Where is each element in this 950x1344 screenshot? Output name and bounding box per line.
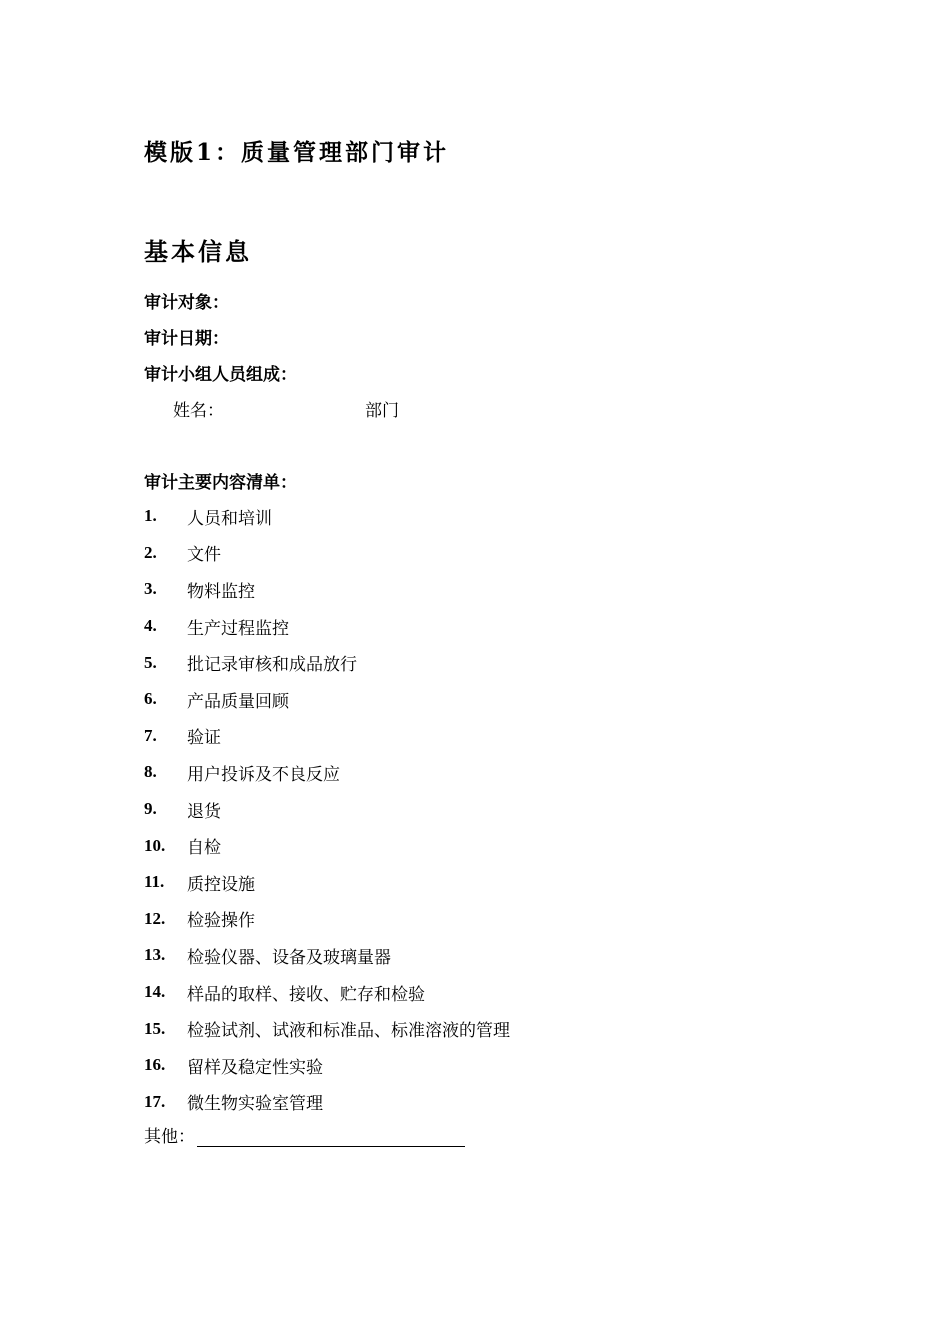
checklist-heading: 审计主要内容清单： — [144, 473, 297, 493]
checklist-item-number: 10. — [144, 835, 166, 855]
checklist-item — [144, 608, 510, 645]
checklist-item-text: 物料监控 — [187, 581, 255, 602]
team-department-label: 部门 — [365, 401, 399, 421]
other-line — [144, 1122, 465, 1147]
checklist-item — [144, 901, 510, 938]
other-label: 其他： — [144, 1127, 195, 1147]
checklist-item-number: 2. — [144, 542, 157, 562]
checklist-item-number: 8. — [144, 762, 157, 782]
checklist-item-number: 11. — [144, 872, 165, 892]
checklist-item-text: 批记录审核和成品放行 — [187, 655, 357, 676]
checklist-item — [144, 681, 510, 718]
checklist-item-text: 样品的取样、接收、贮存和检验 — [187, 984, 425, 1005]
checklist-item — [144, 974, 510, 1011]
other-blank-line — [197, 1127, 465, 1147]
checklist-item-number: 3. — [144, 579, 157, 599]
checklist-item-number: 7. — [144, 725, 157, 745]
checklist-item-number: 14. — [144, 982, 166, 1002]
checklist-item — [144, 1084, 510, 1121]
checklist-item-number: 6. — [144, 689, 157, 709]
checklist-item-text: 留样及稳定性实验 — [187, 1057, 323, 1078]
checklist-item-text: 质控设施 — [187, 874, 255, 895]
checklist-item-number: 5. — [144, 652, 157, 672]
checklist-item — [144, 937, 510, 974]
checklist-item-text: 验证 — [187, 728, 221, 749]
checklist-item — [144, 827, 510, 864]
checklist-item-number: 15. — [144, 1018, 166, 1038]
checklist-item-text: 人员和培训 — [187, 508, 272, 529]
checklist-item — [144, 644, 510, 681]
checklist-item-number: 4. — [144, 616, 157, 636]
checklist-item-text: 文件 — [187, 545, 221, 566]
document-title: 模版1：质量管理部门审计 — [144, 139, 450, 166]
checklist-item-text: 检验试剂、试液和标准品、标准溶液的管理 — [187, 1021, 510, 1042]
audit-object-label: 审计对象： — [144, 293, 229, 313]
checklist-item-text: 微生物实验室管理 — [187, 1094, 323, 1115]
checklist-item-number: 12. — [144, 908, 166, 928]
checklist-item — [144, 864, 510, 901]
checklist-item-number: 1. — [144, 506, 157, 526]
audit-team-label: 审计小组人员组成： — [144, 365, 297, 385]
section-heading-basic-info: 基本信息 — [144, 237, 252, 266]
checklist-item — [144, 1047, 510, 1084]
checklist-item — [144, 754, 510, 791]
checklist-item — [144, 498, 510, 535]
checklist-item — [144, 535, 510, 572]
checklist-item — [144, 718, 510, 755]
checklist-item-text: 检验仪器、设备及玻璃量器 — [187, 947, 391, 968]
checklist-item-number: 9. — [144, 799, 157, 819]
checklist-item-text: 产品质量回顾 — [187, 691, 289, 712]
team-name-label: 姓名： — [173, 401, 224, 421]
checklist-item — [144, 791, 510, 828]
checklist-item — [144, 571, 510, 608]
audit-checklist — [144, 498, 510, 1120]
checklist-item-number: 17. — [144, 1091, 166, 1111]
checklist-item-text: 退货 — [187, 801, 221, 822]
checklist-item — [144, 1010, 510, 1047]
checklist-item-text: 用户投诉及不良反应 — [187, 764, 340, 785]
checklist-item-text: 自检 — [187, 838, 221, 859]
checklist-item-text: 检验操作 — [187, 911, 255, 932]
checklist-item-text: 生产过程监控 — [187, 618, 289, 639]
checklist-item-number: 16. — [144, 1055, 166, 1075]
checklist-item-number: 13. — [144, 945, 166, 965]
audit-date-label: 审计日期： — [144, 329, 229, 349]
